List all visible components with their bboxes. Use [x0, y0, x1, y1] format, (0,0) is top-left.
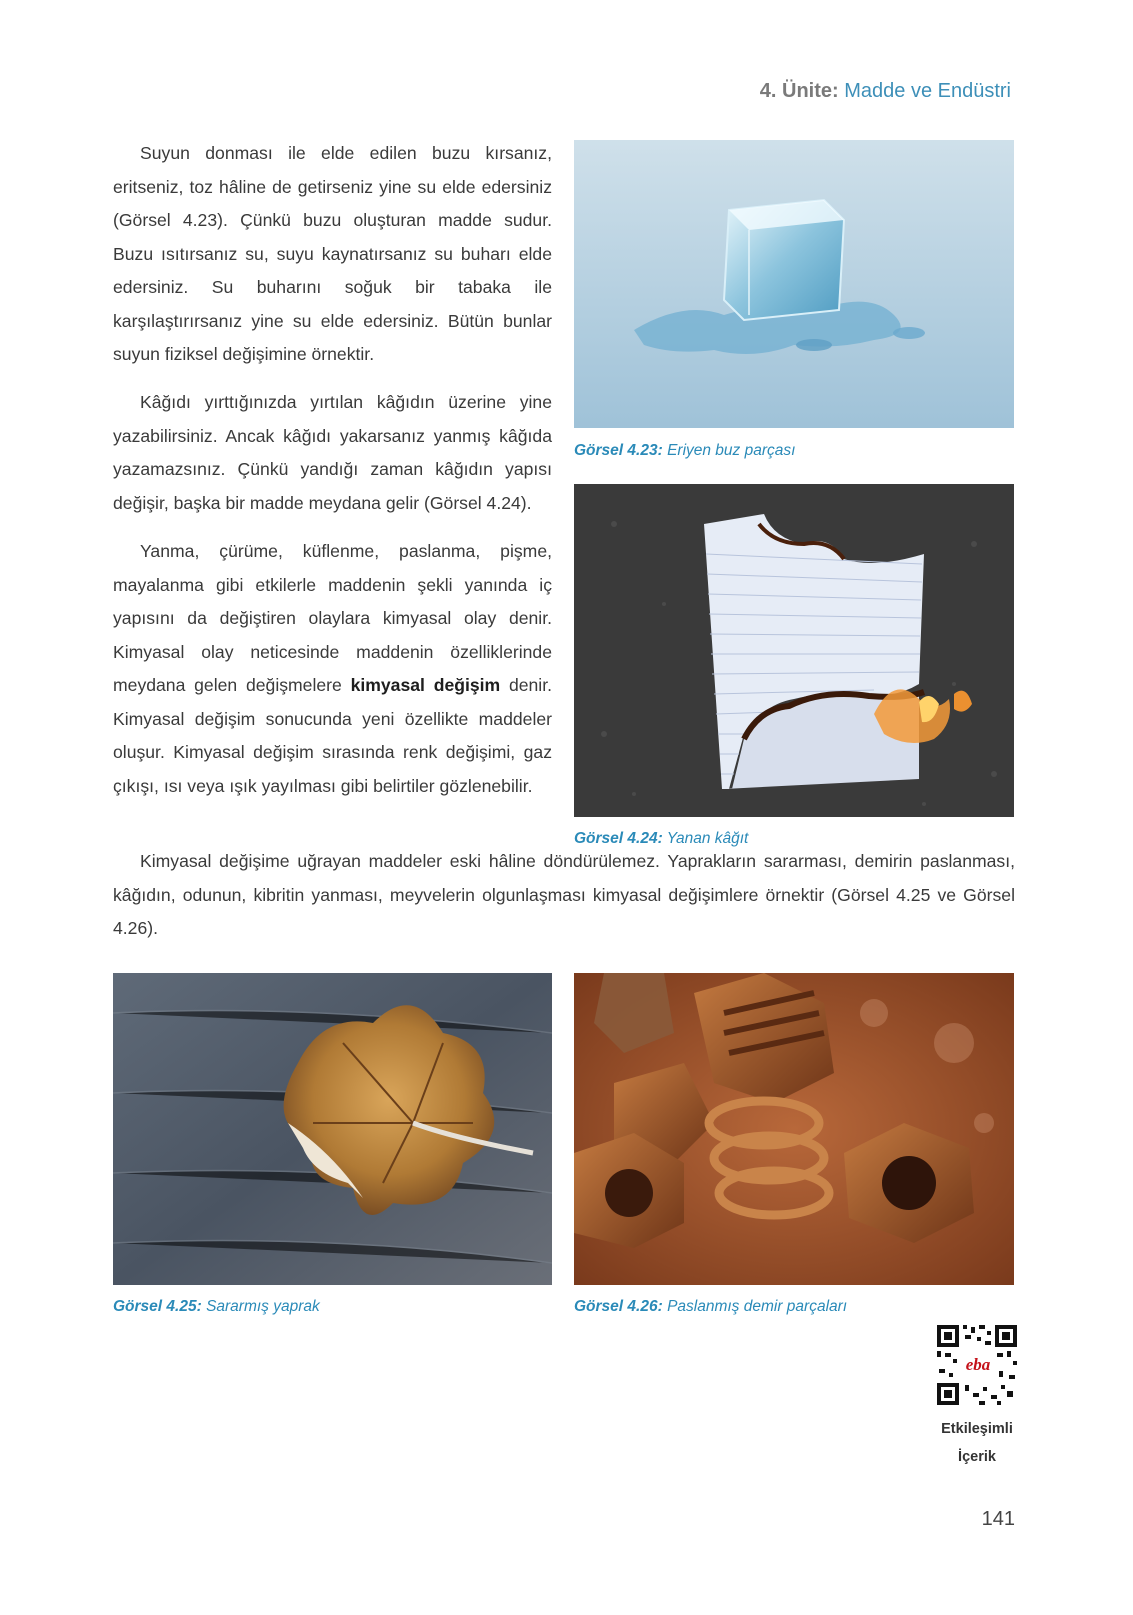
paragraph-burning-paper: Kâğıdı yırttığınızda yırtılan kâğıdın üzerine yine yazabilirsiniz. Ancak kâğıdı yakarsanız yanmış kâğıda yazamazsınız. Çünkü yandığı zaman kâğıdın yapısı değişir, başka bir madde meydana gelir (Görsel 4.24). [113, 392, 552, 513]
paragraph-physical-change: Suyun donması ile elde edilen buzu kırsanız, eritseniz, toz hâline de getirseniz yine su elde edersiniz (Görsel 4.23). Çünkü buzu oluşturan madde sudur. Buzu ısıtırsanız su, suyu kaynatırsanız su buharı elde edersiniz. Su buharını soğuk bir tabaka ile karşılaştırırsanız yine su elde edersiniz. Bütün bunlar suyun fiziksel değişimine örnektir. [113, 143, 552, 364]
caption-figure-4-25: Görsel 4.25: Sararmış yaprak [113, 1298, 320, 1315]
unit-title: Madde ve Endüstri [844, 80, 1011, 102]
unit-number: 4. Ünite: [759, 80, 839, 102]
term-chemical-change: kimyasal değişim [350, 675, 501, 695]
page-number: 141 [981, 1508, 1015, 1530]
qr-label: Etkileşimli İçerik [941, 1421, 1013, 1465]
yellowed-leaf-image [113, 973, 552, 1285]
caption-figure-4-24: Görsel 4.24: Yanan kâğıt [574, 830, 749, 847]
unit-header [760, 80, 1011, 103]
eba-logo: eba [965, 1355, 991, 1374]
burning-paper-image [574, 484, 1014, 817]
caption-figure-4-23: Görsel 4.23: Eriyen buz parçası [574, 442, 796, 459]
paragraph-irreversible: Kimyasal değişime uğrayan maddeler eski hâline döndürülemez. Yaprakların sararması, demirin paslanması, kâğıdın, odunun, kibritin yanması, meyvelerin olgunlaşması kimyasal değişimlere örnektir (Görsel 4.25 ve Görsel 4.26). [113, 851, 1015, 938]
qr-code[interactable] [935, 1323, 1019, 1407]
rusted-iron-image [574, 973, 1014, 1285]
caption-figure-4-26: Görsel 4.26: Paslanmış demir parçaları [574, 1298, 848, 1315]
melting-ice-image [574, 140, 1014, 428]
paragraph-chemical-change: Yanma, çürüme, küflenme, paslanma, pişme, mayalanma gibi etkilerle maddenin şekli yanında iç yapısını da değiştiren olaylara kimyasal olay denir. Kimyasal olay neticesinde maddenin özelliklerinde meydana gelen değişmelere kimyasal değişim denir. Kimyasal değişim sonucunda yeni özellikte maddeler oluşur. Kimyasal değişim sırasında renk değişimi, gaz çıkışı, ısı veya ışık yayılması gibi belirtiler gözlenebilir. [113, 541, 552, 796]
